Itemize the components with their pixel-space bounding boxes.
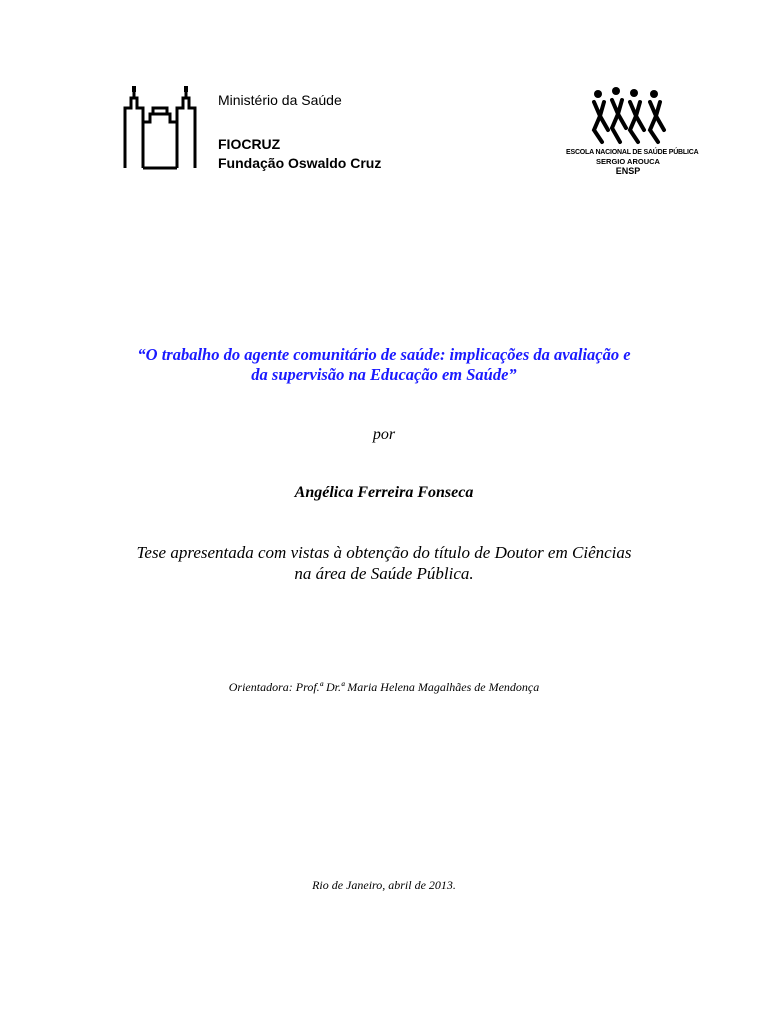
fiocruz-label: FIOCRUZ <box>218 136 281 152</box>
fiocruz-logo <box>120 86 420 176</box>
thesis-title-line-1: “O trabalho do agente comunitário de saúde: implicações da avaliação e <box>137 345 631 364</box>
advisor-line: Orientadora: Prof.ª Dr.ª Maria Helena Magalhães de Mendonça <box>228 680 540 694</box>
thesis-title-line-2: da supervisão na Educação em Saúde” <box>251 365 517 384</box>
ensp-patron-name: SERGIO AROUCA <box>596 157 660 166</box>
thesis-title <box>0 345 768 385</box>
fiocruz-castle-icon <box>120 86 200 171</box>
ministry-label: Ministério da Saúde <box>218 92 342 108</box>
thesis-statement-line-2: na área de Saúde Pública. <box>294 564 474 583</box>
by-label: por <box>372 426 396 443</box>
ensp-logo <box>566 86 699 186</box>
place-date: Rio de Janeiro, abril de 2013. <box>312 878 456 892</box>
ensp-acronym: ENSP <box>615 166 641 176</box>
thesis-statement <box>0 542 768 584</box>
author-name: Angélica Ferreira Fonseca <box>294 484 474 501</box>
fiocruz-fullname-label: Fundação Oswaldo Cruz <box>218 155 382 171</box>
ensp-figures-icon <box>586 86 670 146</box>
ensp-school-name: ESCOLA NACIONAL DE SAÚDE PÚBLICA <box>566 149 699 156</box>
thesis-statement-line-1: Tese apresentada com vistas à obtenção do título de Doutor em Ciências <box>136 543 632 562</box>
